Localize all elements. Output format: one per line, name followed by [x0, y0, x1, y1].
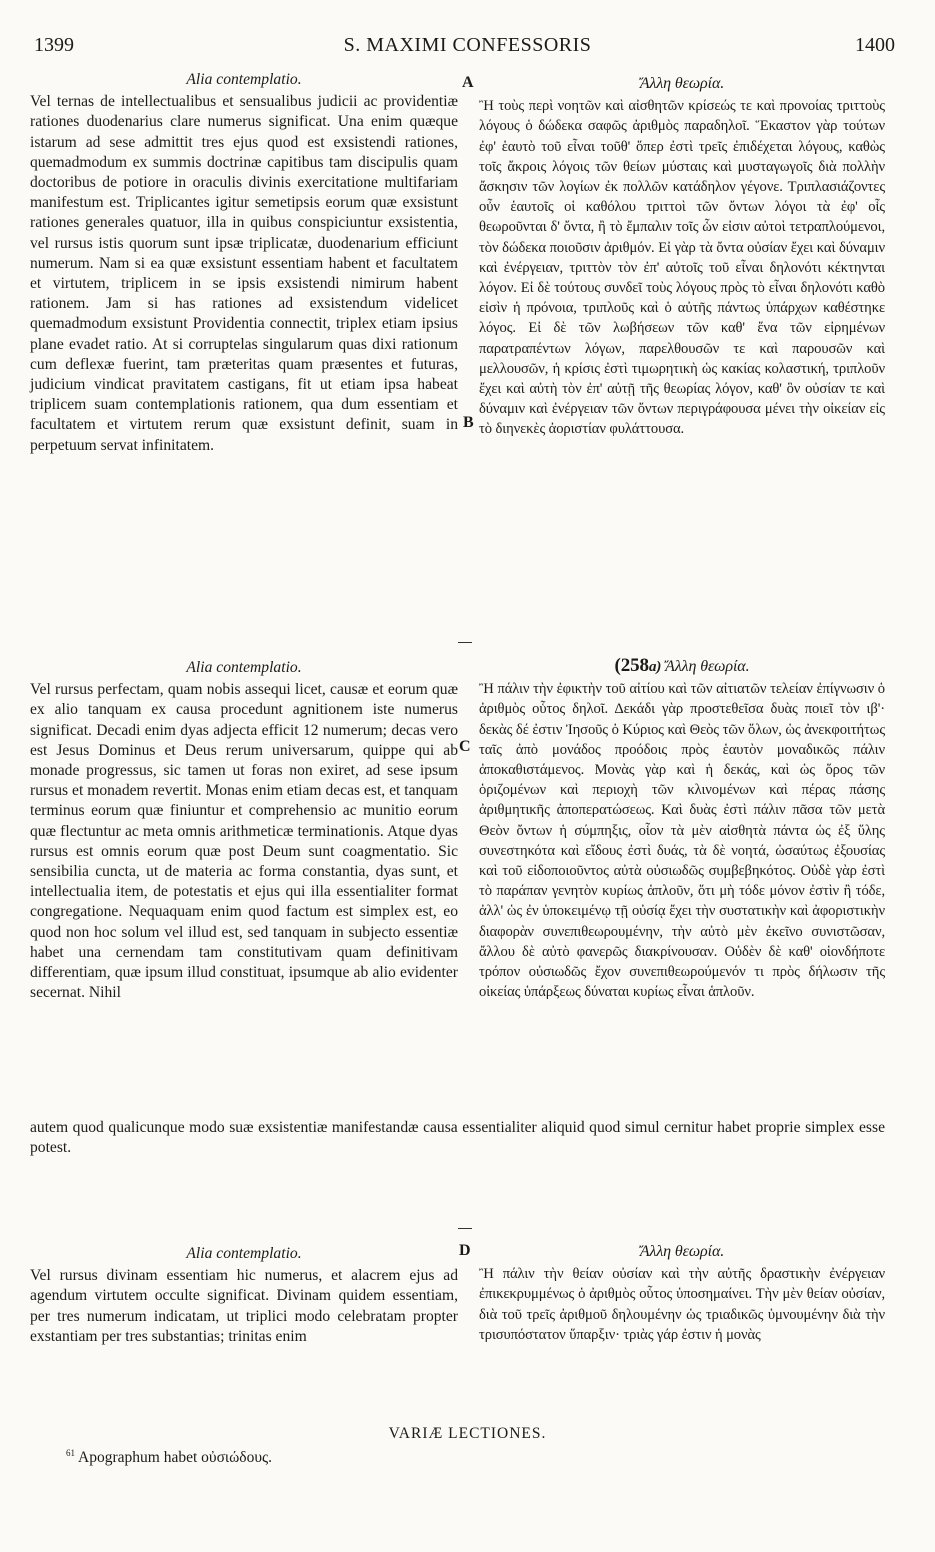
latin-column-section-1 [30, 70, 458, 456]
greek-paragraph: Ἢ πάλιν τὴν θείαν οὐσίαν καὶ τὴν αὐτῆς δραστικὴν ἐνέργειαν ἐπικεκρυμμένως ὁ ἀριθμὸς οὗτος ὑποσημαίνει. Τὴν μὲν θείαν οὐσίαν, διὰ τοῦ τρεῖς ἀριθμοῦ δηλουμένην ὡς τριαδικῶς ὑμνουμένην διὰ τὴν τρισυπόστατον ὕπαρξιν· τριὰς γάρ ἐστιν ἡ μονὰς [479, 1266, 885, 1343]
latin-subheading: Alia contemplatio. [186, 659, 302, 676]
greek-paragraph: Ἢ πάλιν τὴν ἐφικτὴν τοῦ αἰτίου καὶ τῶν αἰτιατῶν τελείαν ἐπίγνωσιν ὁ ἀριθμὸς οὗτος δηλοῖ. Δεκάδι γὰρ προστεθεῖσα δυὰς ποιεῖ τὸν ιβ'· δεκὰς δέ ἐστιν Ἰησοῦς ὁ Κύριος καὶ Θεὸς τῶν ὅλων, ὡς ἀνεκφοιτήτως ταῖς ἀπὸ μονάδος προόδοις πρὸς ἑαυτὸν μοναδικῶς πάλιν ἀποκαθιστάμενος. Μονὰς γὰρ καὶ ἡ δεκάς, καὶ ὡς ὅρος τῶν ὁριζομένων καὶ περιοχὴ τῶν κλινομένων καὶ πέρας πάσης ἀριθμητικῆς ἀποπερατώσεως. Καὶ δυὰς ἐστὶ πάλιν πᾶσα τῶν μετὰ Θεὸν ὄντων ἡ σύμπηξις, οἷον τὰ μὲν αἰσθητὰ πάντα ὡς ἐξ ὕλης συνεστηκότα καὶ εἴδους ἐστὶ δυάς, τὰ δὲ νοητά, ὡσαύτως ἐξουσίας καὶ τοῦ εἰδοποιοῦντος αὐτὰ οὐσιωδῶς συμβεβηκότος. Οὐδὲ γὰρ ἐστὶ τὸ παράπαν γενητὸν κυρίως ἁπλοῦν, ὅτι μὴ τόδε μόνον ἐστὶν ἢ τόδε, ἀλλ' ὡς ἐν ὑποκειμένῳ τῇ οὐσίᾳ ἔχει τὴν συστατικὴν καὶ ἀφοριστικὴν διαφορὰν συνεπιθεωρουμένην, τὴν αὐτὸ μὲν ἐκεῖνο συνιστῶσαν, ἄλλου δὲ αὐτὸ φανερῶς διακρίνουσαν. Οὐδὲν δὲ καθ' οἱονδήποτε τρόπον οὐσιωδῶς ἔχον συνεπιθεωρούμενόν τι πρὸς δήλωσιν τῆς οἰκείας ὑπάρξεως δύναται κυρίως εἶναι ἁπλοῦν. [479, 681, 885, 1001]
margin-marker-a: A [462, 74, 474, 91]
variae-lectiones-heading: VARIÆ LECTIONES. [388, 1425, 547, 1442]
page-number-right: 1400 [855, 34, 895, 56]
greek-column-section-2 [479, 656, 885, 1002]
greek-paragraph: Ἢ τοὺς περὶ νοητῶν καὶ αἰσθητῶν κρίσεώς τε καὶ προνοίας τριττοὺς λόγους ὁ δώδεκα σαφῶς ἀριθμὸς παραδηλοῖ. Ἕκαστον γὰρ τούτων ἐφ' ἑαυτὸ τοῦ εἶναι τοῦθ' ὅπερ ἐστὶ τρεῖς ἐπιδέχεται λόγους, καθὼς τοῖς ἄκροις λόγοις τῶν θείων μύσταις καὶ μυσταγωγοῖς διὰ πολλὴν ἄσκησιν τῶν λογίων ἐκ πολλῶν κατάδηλον γέγονε. Τριπλασιάζοντες οὖν ἑαυτοῖς οἱ καθόλου τριττοὶ τῶν ὄντων λόγοι τὰ ἐφ' οἷς θεωροῦνται δ' ὄντα, ἢ τὸ ἔμπαλιν τοῖς ὧν εἰσιν αὐτοὶ τετραπλούμενοι, τὸν δώδεκα ποιοῦσιν ἀριθμόν. Εἰ γὰρ τὰ ὄντα οὐσίαν ἔχει καὶ δύναμιν καὶ ἐνέργειαν, τριττὸν τὸν ἐπ' αὐτοῖς τοῦ εἶναι δηλονότι κέκτηνται λόγον. Εἰ δὲ τούτους συνδεῖ τοὺς λόγους πρὸς τὸ εἶναι δηλονότι καθὸ εἰσὶν ἡ πρόνοια, τριπλοῦς καὶ ὁ αὐτῆς πάντως ὑπάρχων καθέστηκε λόγος. Εἰ δὲ τῶν λωβήσεων τῶν καθ' ἕνα τῶν εἰρημένων παρατραπέντων λόγων, παρελθουσῶν τε καὶ παρουσῶν καὶ μελλουσῶν, ἡ κρίσις ἐστὶ τιμωρητικὴ ὡς κακίας κολαστική, τριπλοῦν ἔχει καὶ αὐτὴ τὸν ἐπ' αὐτῇ τῆς θεωρίας λόγον, καθ' ὃν οὐσίαν τε καὶ δύναμιν καὶ ἐνέργειαν τῶν ὄντων περιγράφουσα μένει τὴν οἰκείαν εἰς τὸ διηνεκὲς ἀοριστίαν φυλάττουσα. [479, 98, 885, 438]
section-divider [458, 642, 472, 643]
latin-continuation: autem quod qualicunque modo suæ exsistentiæ manifestandæ causa essentialiter aliquid quod simul cernitur habet proprie simplex esse potest. [30, 1119, 885, 1157]
greek-subheading: (258a) Ἄλλη θεωρία. [614, 655, 750, 676]
footnote-text: Apographum habet οὐσιώδους. [78, 1449, 273, 1467]
footnote-number: 61 [66, 1448, 75, 1458]
latin-subheading: Alia contemplatio. [186, 71, 302, 88]
latin-subheading: Alia contemplatio. [186, 1245, 302, 1262]
running-title: S. MAXIMI CONFESSORIS [343, 34, 592, 56]
greek-subheading: Ἄλλη θεωρία. [639, 1243, 725, 1260]
greek-subheading: Ἄλλη θεωρία. [639, 75, 725, 92]
margin-marker-d: D [459, 1242, 471, 1259]
margin-marker-c: C [459, 738, 471, 755]
latin-column-section-2 [30, 658, 458, 1003]
margin-marker-b: B [463, 414, 474, 431]
section-number: (258a) [614, 655, 662, 676]
latin-paragraph: Vel rursus divinam essentiam hic numerus, et alacrem ejus ad agendum virtutem occulte significat. Divinam quidem essentiam, per tres numerum indicatam, ut triplici modo celebratam propter exstantiam per tres substantias; trinitas enim [30, 1267, 458, 1345]
latin-column-section-3 [30, 1244, 458, 1347]
footnote [66, 1448, 272, 1467]
latin-paragraph: Vel rursus perfectam, quam nobis assequi licet, causæ et eorum quæ ex alio tanquam ex causa procedunt agnitionem iste numerus significat. Decadi enim dyas adjecta efficit 12 numerum; decas vero est Jesus Dominus et Deus rerum universarum, quippe qui ab monade progressus, sic tamen ut foras non exiret, ad sese ipsum rursus et monadem revertit. Monas enim etiam decas est, et tanquam terminus eorum quæ finiuntur et comprehensio ac munitio eorum quæ flectuntur ac meta omnis arithmeticæ terminationis. Atque dyas rursus est omnis eorum quæ post Deum sunt coagmentatio. Sic sensibilia cuncta, ut de materia ac forma constantia, dyas sunt, et intellectualia item, de potestatis et ejus qui illa essentialiter format congregatione. Nequaquam enim quod factum est simplex est, eo quod non hoc solum vel illud est, sed tanquam in subjecto essentiæ habet una cernendam tam constitutivam quam definitivam differentiam, quæ ipsum illud constituat, ipsumque ab alio evidenter secernat. Nihil [30, 681, 458, 1002]
running-header [0, 34, 935, 68]
latin-paragraph: Vel ternas de intellectualibus et sensualibus judicii ac providentiæ rationes duodenarius clare numerus significat. Una enim quæque istarum ad sese admittit tres ejus quod est exsistendi rationes, quemadmodum ex summis doctrinæ capitibus tam discipulis quam doctoribus de potiore in oraculis divinis exercitatione multifariam manifestum est. Triplicantes igitur semetipsis eorum quæ exsistunt rationes generales quatuor, illa in quibus conspiciuntur exsistentia, vel rursus istis quorum sunt ipsæ triplicatæ, duodenarium efficiunt numerum. Nam si ea quæ exsistunt essentiam habent et facultatem et virtutem, triplicem in se ipsis exsistendi nimirum habent rationem. Jam si has rationes ad exsistendum videlicet quemadmodum exsistunt Providentia connectit, triplex etiam ipsius plane evadet ratio. At si corruptelas singularum quas dixi rationum cum deflexæ fuerint, tam præteritas quam præsentes et futuras, judicium vindicat pravitatem castigans, fit ut etiam ipsa habeat triplicem suam contemplationis rationem, qua dum essentiam et facultatem et virtutem rerum quæ exsistunt definit, suam in perpetuum servat infinitatem. [30, 93, 458, 454]
page-number-left: 1399 [34, 34, 74, 56]
greek-column-section-3 [479, 1242, 885, 1345]
section-divider [458, 1228, 472, 1229]
greek-column-section-1 [479, 74, 885, 440]
